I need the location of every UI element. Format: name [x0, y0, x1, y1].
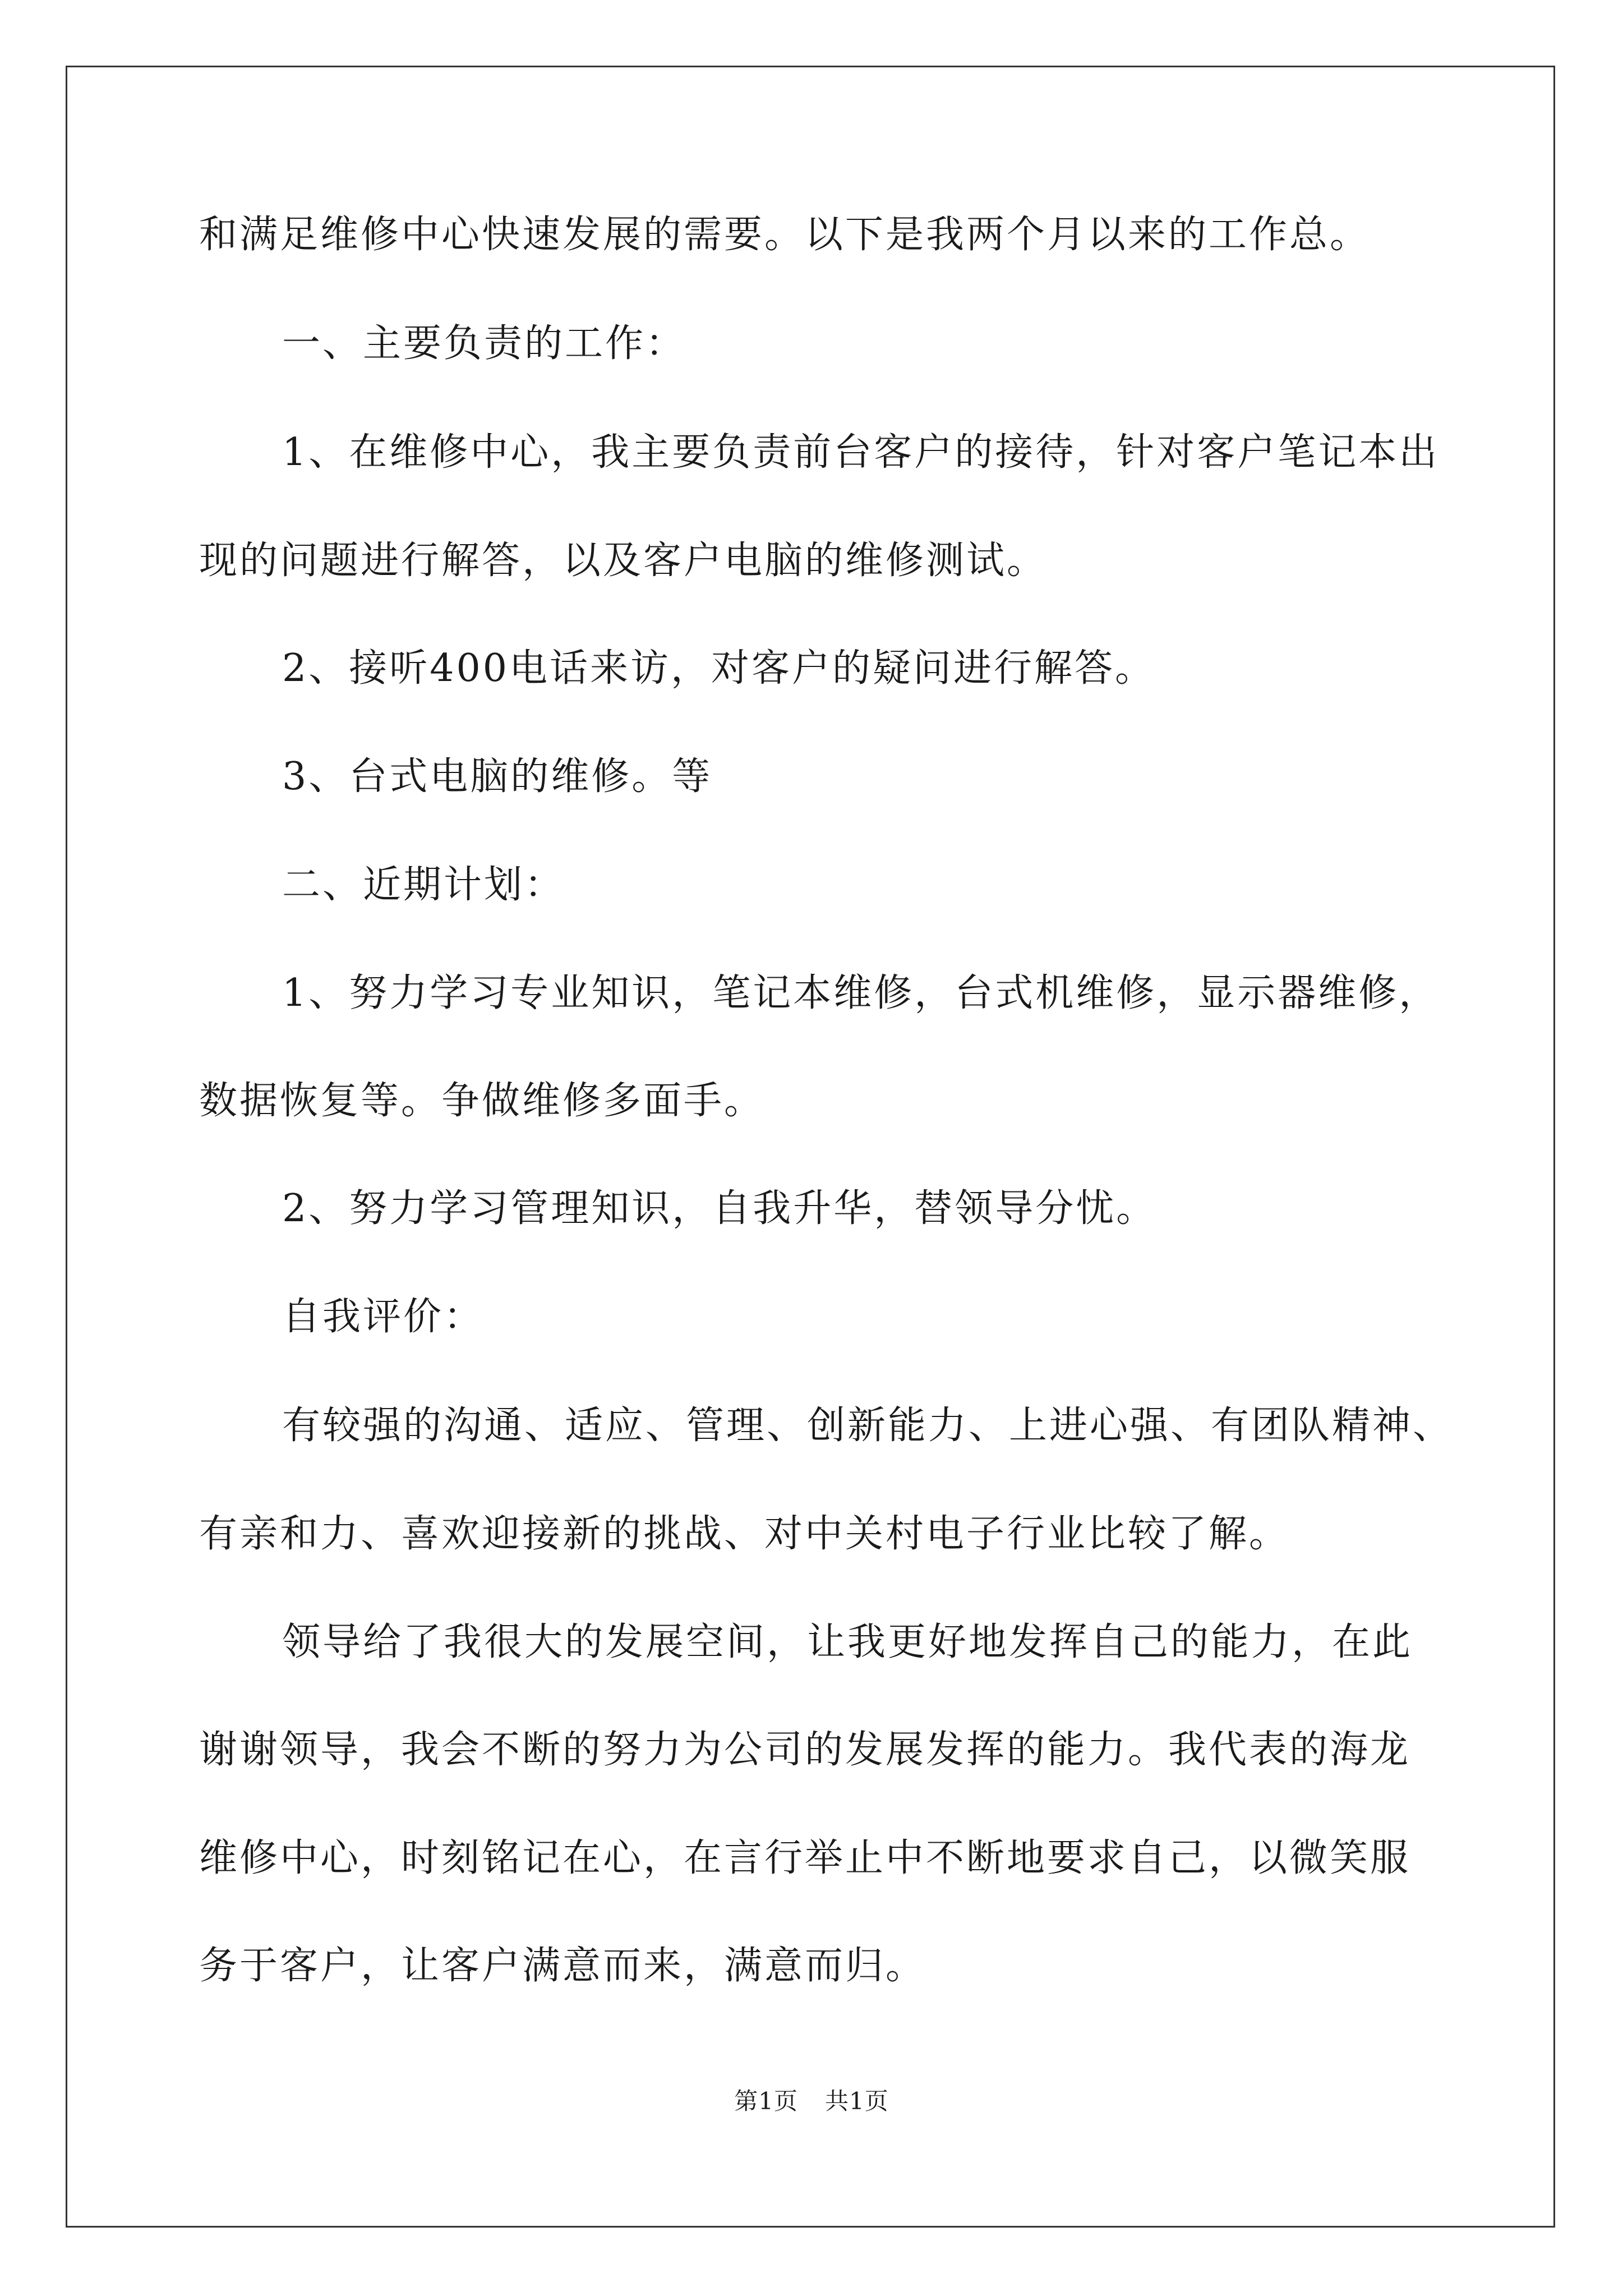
page-number-total: 共1页 — [825, 2087, 889, 2115]
section-heading: 二、近期计划： — [282, 863, 565, 907]
paragraph-line: 有亲和力、喜欢迎接新的挑战、对中关村电子行业比较了解。 — [199, 1512, 1290, 1556]
paragraph-line: 1、努力学习专业知识，笔记本维修，台式机维修，显示器维修， — [282, 971, 1440, 1015]
page-number-current: 第1页 — [734, 2087, 798, 2115]
section-heading: 一、主要负责的工作： — [282, 321, 686, 366]
paragraph-line: 务于客户，让客户满意而来，满意而归。 — [199, 1944, 926, 1988]
paragraph-line: 领导给了我很大的发展空间，让我更好地发挥自己的能力，在此 — [282, 1620, 1413, 1664]
paragraph-line: 维修中心，时刻铭记在心，在言行举止中不断地要求自己，以微笑服 — [199, 1836, 1411, 1880]
page-border — [66, 66, 1555, 2228]
paragraph-line: 现的问题进行解答，以及客户电脑的维修测试。 — [199, 539, 1048, 583]
paragraph-line: 2、接听400电话来访，对客户的疑问进行解答。 — [282, 646, 1156, 691]
paragraph-line: 1、在维修中心，我主要负责前台客户的接待，针对客户笔记本出 — [282, 430, 1440, 475]
paragraph-line: 2、努力学习管理知识，自我升华，替领导分忧。 — [282, 1186, 1157, 1231]
section-heading: 自我评价： — [282, 1295, 485, 1339]
page-footer — [0, 2086, 1623, 2117]
paragraph-line: 有较强的沟通、适应、管理、创新能力、上进心强、有团队精神、 — [282, 1404, 1454, 1448]
paragraph-line: 3、台式电脑的维修。等 — [282, 754, 713, 799]
paragraph-line: 和满足维修中心快速发展的需要。以下是我两个月以来的工作总。 — [199, 213, 1371, 257]
paragraph-line: 数据恢复等。争做维修多面手。 — [199, 1079, 765, 1123]
paragraph-line: 谢谢领导，我会不断的努力为公司的发展发挥的能力。我代表的海龙 — [199, 1728, 1411, 1772]
